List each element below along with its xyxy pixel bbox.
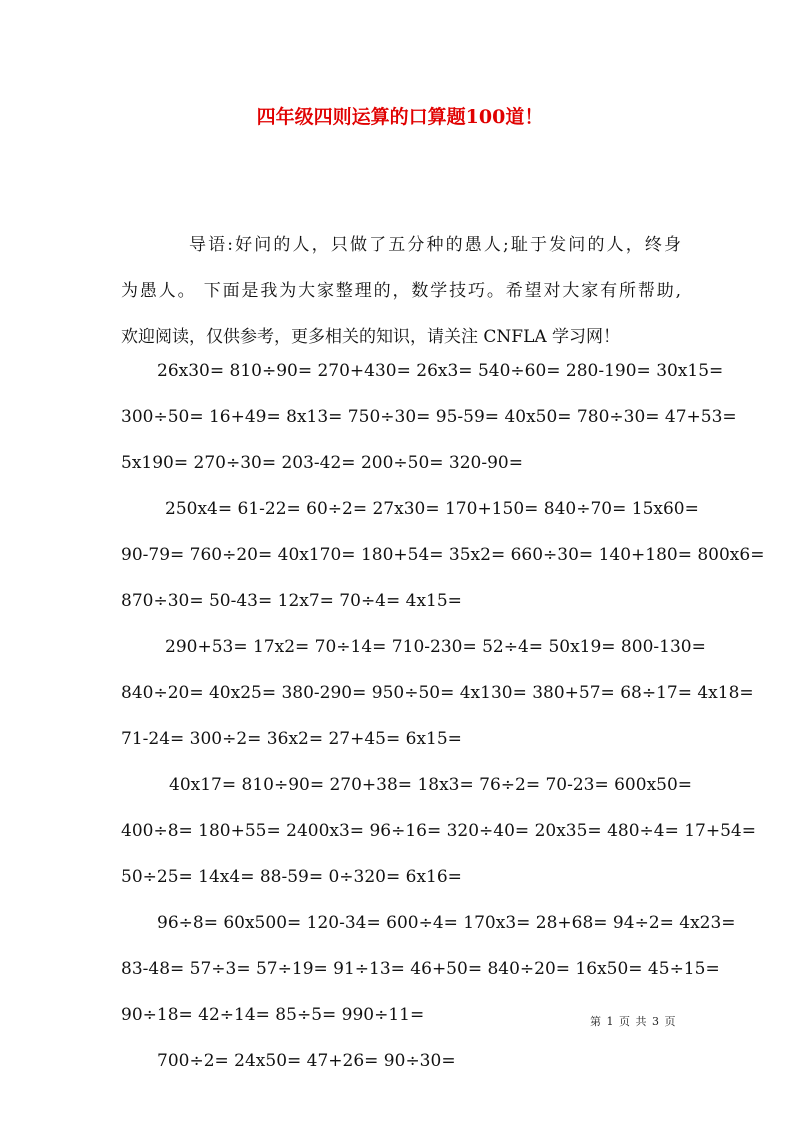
problem-line: 840÷20= 40x25= 380-290= 950÷50= 4x130= 380+57= 68÷17= 4x18= [121, 683, 754, 703]
problem-group [121, 486, 765, 624]
intro-line: 导语:好问的人，只做了五分种的愚人;耻于发问的人，终身 [189, 235, 681, 255]
intro-paragraph [121, 222, 681, 360]
problem-line: 250x4= 61-22= 60÷2= 27x30= 170+150= 840÷70= 15x60= [165, 499, 699, 519]
problem-line: 26x30= 810÷90= 270+430= 26x3= 540÷60= 280-190= 30x15= [157, 361, 724, 381]
problem-group [121, 624, 754, 762]
problem-groups [121, 348, 765, 1084]
problem-line: 400÷8= 180+55= 2400x3= 96÷16= 320÷40= 20x35= 480÷4= 17+54= [121, 821, 756, 841]
document-title: 四年级四则运算的口算题100道！ [256, 106, 544, 128]
intro-line: 欢迎阅读，仅供参考，更多相关的知识，请关注 CNFLA 学习网！ [121, 327, 621, 347]
problem-group [121, 762, 756, 900]
problem-group [121, 348, 737, 486]
problem-group [121, 1038, 681, 1084]
problem-line: 96÷8= 60x500= 120-34= 600÷4= 170x3= 28+68= 94÷2= 4x23= [157, 913, 736, 933]
problem-line: 300÷50= 16+49= 8x13= 750÷30= 95-59= 40x50= 780÷30= 47+53= [121, 407, 737, 427]
problem-line: 90-79= 760÷20= 40x170= 180+54= 35x2= 660÷30= 140+180= 800x6= [121, 545, 765, 565]
problem-line: 870÷30= 50-43= 12x7= 70÷4= 4x15= [121, 591, 462, 611]
problem-line: 90÷18= 42÷14= 85÷5= 990÷11= [121, 1005, 425, 1025]
problem-line: 50÷25= 14x4= 88-59= 0÷320= 6x16= [121, 867, 462, 887]
problem-line: 290+53= 17x2= 70÷14= 710-230= 52÷4= 50x19= 800-130= [165, 637, 706, 657]
problem-line: 40x17= 810÷90= 270+38= 18x3= 76÷2= 70-23= 600x50= [169, 775, 693, 795]
problem-line: 71-24= 300÷2= 36x2= 27+45= 6x15= [121, 729, 462, 749]
problem-line: 83-48= 57÷3= 57÷19= 91÷13= 46+50= 840÷20= 16x50= 45÷15= [121, 959, 720, 979]
problem-line: 700÷2= 24x50= 47+26= 90÷30= [157, 1051, 456, 1071]
intro-line: 为愚人。 下面是我为大家整理的，数学技巧。希望对大家有所帮助, [121, 281, 681, 301]
problem-line: 5x190= 270÷30= 203-42= 200÷50= 320-90= [121, 453, 523, 473]
page-number-footer: 第 1 页 共 3 页 [590, 1015, 677, 1028]
